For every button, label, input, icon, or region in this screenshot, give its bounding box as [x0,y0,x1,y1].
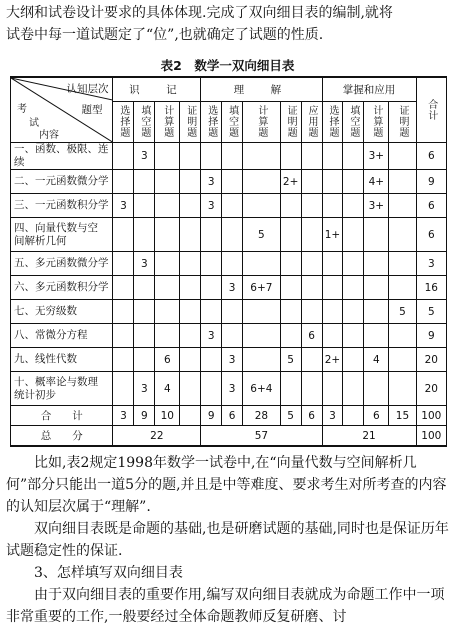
table-cell [322,276,343,300]
table-cell [134,170,155,194]
table-row [11,252,447,276]
table-cell [389,276,416,300]
row-label: 三、一元函数积分学 [11,194,113,218]
table-cell [364,218,389,252]
table-cell [222,194,243,218]
table-cell [222,300,243,324]
table-cell [155,300,180,324]
table-row [11,276,447,300]
subheader-cell: 计算题 [364,101,389,142]
table-cell: 3 [222,276,243,300]
row-total: 9 [416,170,446,194]
subheader-cell: 应用题 [301,101,322,142]
table-cell: 5 [243,218,281,252]
table-cell [243,194,281,218]
table-cell: 2+ [280,170,301,194]
table-cell [301,194,322,218]
table-cell [343,276,364,300]
table-cell [243,300,281,324]
table-cell: 5 [280,348,301,372]
subheader-cell: 证明题 [389,101,416,142]
table-cell [389,170,416,194]
row-total: 20 [416,348,446,372]
table-cell [343,252,364,276]
table-cell: 6+7 [243,276,281,300]
intro-line-1: 大纲和试卷设计要求的具体体现.完成了双向细目表的编制,就将 [6,5,393,21]
table-row [11,372,447,406]
table-cell [322,252,343,276]
table-row [11,218,447,252]
sum-cell: 28 [243,406,281,426]
sum-cell: 9 [201,406,222,426]
sum-cell [180,406,201,426]
table-cell [389,348,416,372]
sum-cell: 3 [113,406,134,426]
table-cell: 3+ [364,194,389,218]
table-cell [389,218,416,252]
table-cell: 6+4 [243,372,281,406]
table-cell: 3 [113,194,134,218]
table-cell: 3 [201,194,222,218]
table-cell [343,143,364,170]
table-cell [322,170,343,194]
row-label: 四、向量代数与空 间解析几何 [11,218,113,252]
table-cell [201,348,222,372]
table-cell: 3 [222,372,243,406]
table-cell [301,218,322,252]
sum-row [11,406,447,426]
table-row [11,348,447,372]
sum-cell: 3 [322,406,343,426]
table-cell [280,324,301,348]
table-cell [343,324,364,348]
sum-cell: 10 [155,406,180,426]
table-cell: 4+ [364,170,389,194]
table-cell [322,372,343,406]
table-cell [180,300,201,324]
table-cell [343,348,364,372]
table-corner [11,77,113,143]
corner-level-label: 认知层次 [66,83,109,95]
table-cell [113,300,134,324]
table-cell [222,252,243,276]
subheader-cell: 证明题 [280,101,301,142]
table-cell [113,218,134,252]
table-cell [301,252,322,276]
row-label: 二、一元函数微分学 [11,170,113,194]
table-cell [280,218,301,252]
table-cell [389,252,416,276]
sum-cell: 6 [222,406,243,426]
table-cell: 3 [134,372,155,406]
table-cell [201,143,222,170]
subheader-cell: 选择题 [201,101,222,142]
group-header-recall: 识 记 [113,77,201,101]
table-row [11,300,447,324]
row-total: 6 [416,194,446,218]
table-cell [134,276,155,300]
table-cell [222,218,243,252]
table-cell [113,276,134,300]
row-total: 3 [416,252,446,276]
table-cell [280,276,301,300]
body-paragraph-1: 比如,表2规定1998年数学一试卷中,在“向量代数与空间解析几何”部分只能出一道5分的题,并且是中等难度、要求考生对所考查的内容的认知层次属于“理解”. [6,455,447,515]
sum-cell: 6 [364,406,389,426]
group-header-master: 掌握和应用 [322,77,416,101]
table-cell [343,194,364,218]
table-cell [222,324,243,348]
corner-content-char: 考 [17,104,27,115]
table-cell [113,170,134,194]
table-cell: 4 [364,348,389,372]
sum-cell: 15 [389,406,416,426]
table-cell [322,300,343,324]
table-cell [155,194,180,218]
table-cell [113,372,134,406]
table-cell [322,324,343,348]
table-cell [301,348,322,372]
table-cell [155,252,180,276]
table-cell [364,252,389,276]
total-score-row [11,426,447,447]
table-cell [280,143,301,170]
table-cell [243,324,281,348]
table-cell [134,324,155,348]
row-total: 5 [416,300,446,324]
row-total: 16 [416,276,446,300]
table-cell: 3 [201,324,222,348]
table-cell [155,143,180,170]
table-cell [364,300,389,324]
table-cell [222,170,243,194]
corner-content-char: 试 [29,118,39,129]
table-cell [134,300,155,324]
table-cell [301,300,322,324]
subheader-cell: 填空题 [222,101,243,142]
group-header-understand: 理 解 [201,77,322,101]
table-cell [243,170,281,194]
table-cell [113,143,134,170]
table-cell [180,276,201,300]
table-cell [113,252,134,276]
table-cell [389,143,416,170]
intro-line-2: 试卷中每一道试题定了“位”,也就确定了试题的性质. [6,27,324,43]
row-total: 6 [416,218,446,252]
subheader-cell: 选择题 [113,101,134,142]
table-row [11,143,447,170]
row-label: 九、线性代数 [11,348,113,372]
row-label: 六、多元函数积分学 [11,276,113,300]
table-cell [180,372,201,406]
table-cell [180,194,201,218]
total-score-label: 总 分 [11,426,113,447]
row-total: 9 [416,324,446,348]
table-cell [113,324,134,348]
table-cell [280,372,301,406]
table-cell [343,300,364,324]
group-total-score: 21 [322,426,416,447]
table-cell [155,276,180,300]
table-cell: 4 [155,372,180,406]
table-cell [280,300,301,324]
subheader-cell: 计算题 [155,101,180,142]
table-cell [322,194,343,218]
table-cell [180,348,201,372]
sum-cell [343,406,364,426]
two-way-table [10,76,447,447]
table-cell [343,218,364,252]
sum-cell: 5 [280,406,301,426]
corner-type-label: 题型 [81,104,103,116]
grand-total: 100 [416,426,446,447]
body-paragraph-2: 双向细目表既是命题的基础,也是研磨试题的基础,同时也是保证历年试题稳定性的保证. [6,521,449,559]
table-cell [180,143,201,170]
table-cell [322,143,343,170]
table-cell [364,276,389,300]
table-cell [301,170,322,194]
row-label: 五、多元函数微分学 [11,252,113,276]
table-cell [389,194,416,218]
table-cell [201,276,222,300]
table-cell [201,372,222,406]
table-cell [180,252,201,276]
table-cell: 3 [201,170,222,194]
table-cell [134,194,155,218]
table-cell [280,252,301,276]
table-cell: 3 [134,252,155,276]
sum-total: 100 [416,406,446,426]
table-cell [364,372,389,406]
subheader-cell: 证明题 [180,101,201,142]
table-cell [155,324,180,348]
table-cell: 2+ [322,348,343,372]
table-cell: 3 [222,348,243,372]
sum-cell: 9 [134,406,155,426]
table-cell [222,143,243,170]
group-total-score: 57 [201,426,322,447]
subheader-cell: 选择题 [322,101,343,142]
table-cell [389,324,416,348]
table-cell [155,170,180,194]
table-cell [243,252,281,276]
table-cell: 6 [301,324,322,348]
row-label: 七、无穷级数 [11,300,113,324]
table-cell [243,143,281,170]
table-cell: 6 [155,348,180,372]
table-cell: 5 [389,300,416,324]
table-cell: 1+ [322,218,343,252]
table-cell: 3+ [364,143,389,170]
row-total: 6 [416,143,446,170]
table-cell [201,218,222,252]
table-cell [180,170,201,194]
table-cell [134,348,155,372]
table-row [11,170,447,194]
table-cell [389,372,416,406]
table-cell [343,372,364,406]
sum-cell: 6 [301,406,322,426]
row-total: 20 [416,372,446,406]
table-cell [243,348,281,372]
subheader-cell: 计算题 [243,101,281,142]
table-cell [343,170,364,194]
table-cell [201,252,222,276]
corner-content-char: 内容 [39,130,59,141]
table-cell [155,218,180,252]
table-cell [301,276,322,300]
sum-label: 合 计 [11,406,113,426]
subheader-cell: 填空题 [343,101,364,142]
section-heading: 3、怎样填写双向细目表 [34,565,183,581]
row-label: 一、函数、极限、连续 [11,143,113,170]
table-row [11,324,447,348]
table-cell: 3 [134,143,155,170]
table-cell [180,218,201,252]
total-header: 合计 [416,77,446,143]
table-cell [113,348,134,372]
table-cell [364,324,389,348]
table-row [11,194,447,218]
row-label: 八、常微分方程 [11,324,113,348]
table-cell [301,143,322,170]
table-cell [301,372,322,406]
table-cell [134,218,155,252]
table-caption: 表2 数学一双向细目表 [160,58,295,73]
table-cell [201,300,222,324]
group-total-score: 22 [113,426,201,447]
row-label: 十、概率论与数理 统计初步 [11,372,113,406]
table-cell [180,324,201,348]
table-cell [280,194,301,218]
subheader-cell: 填空题 [134,101,155,142]
body-paragraph-3: 由于双向细目表的重要作用,编写双向细目表就成为命题工作中一项非常重要的工作,一般要经过全体命题教师反复研磨、讨 [6,587,445,625]
